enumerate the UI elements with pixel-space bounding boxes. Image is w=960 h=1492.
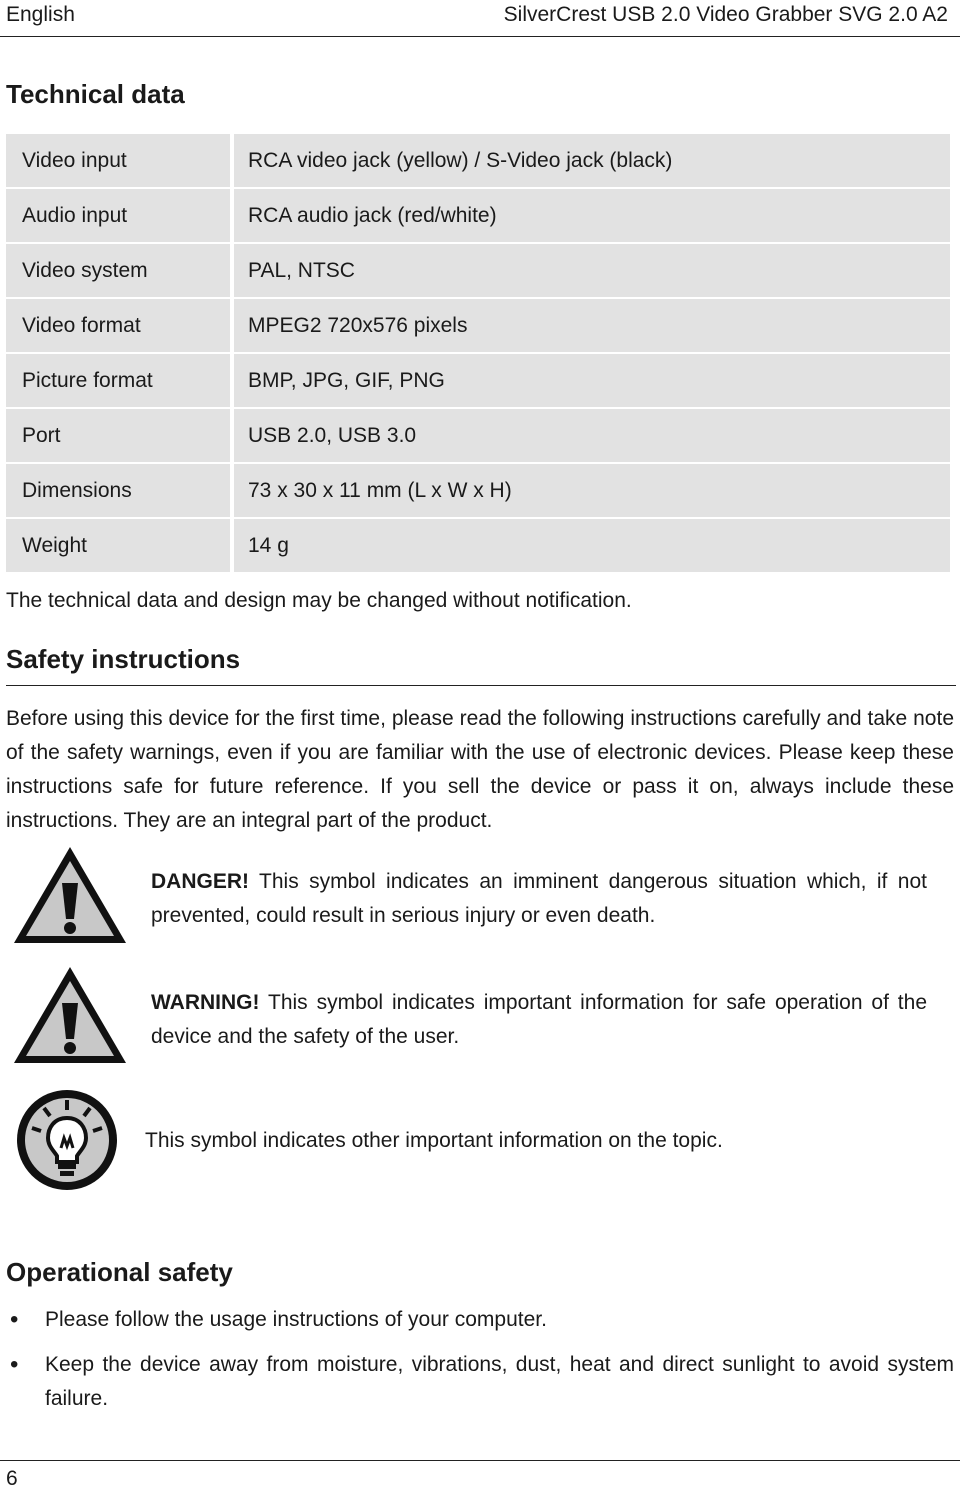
safety-intro-paragraph: Before using this device for the first time, please read the following instructions carefully and take note of the safety warnings, even if you are familiar with the use of electronic devices. Please keep these instructions safe for future reference. If you sell the device or pass it on, always include these instructions. They are an integral part of the product. [6, 707, 954, 832]
spec-label: Weight [6, 519, 234, 572]
list-item: • Please follow the usage instructions of your computer. [6, 1303, 954, 1337]
spec-value: MPEG2 720x576 pixels [234, 299, 950, 352]
spec-value: RCA audio jack (red/white) [234, 189, 950, 242]
spec-label: Audio input [6, 189, 234, 242]
lightbulb-icon [14, 1088, 120, 1197]
info-description: This symbol indicates other important information on the topic. [145, 1129, 723, 1152]
spec-label: Picture format [6, 354, 234, 407]
table-row [6, 464, 950, 517]
list-item: • Keep the device away from moisture, vibrations, dust, heat and direct sunlight to avoid system failure. [6, 1348, 954, 1416]
table-row [6, 299, 950, 352]
language-label: English [6, 3, 75, 26]
page-footer [0, 1460, 960, 1490]
warning-triangle-icon [10, 963, 130, 1072]
spec-value: 73 x 30 x 11 mm (L x W x H) [234, 464, 950, 517]
danger-description [151, 865, 927, 933]
table-row [6, 189, 950, 242]
danger-warning-triangle-icon [10, 843, 130, 952]
spec-label: Dimensions [6, 464, 234, 517]
warning-text: This symbol indicates important information for safe operation of the device and the safety of the user. [151, 991, 927, 1048]
spec-value: BMP, JPG, GIF, PNG [234, 354, 950, 407]
danger-text: This symbol indicates an imminent dangerous situation which, if not prevented, could result in serious injury or even death. [151, 870, 927, 927]
table-row [6, 244, 950, 297]
table-row [6, 409, 950, 462]
spec-label: Port [6, 409, 234, 462]
warning-description [151, 986, 927, 1054]
operational-safety-heading: Operational safety [6, 1257, 233, 1287]
spec-value: USB 2.0, USB 3.0 [234, 409, 950, 462]
technical-data-heading: Technical data [6, 79, 185, 109]
technical-data-table [6, 132, 950, 574]
spec-value: 14 g [234, 519, 950, 572]
technical-note: The technical data and design may be changed without notification. [6, 589, 632, 612]
product-name: SilverCrest USB 2.0 Video Grabber SVG 2.0 A2 [503, 3, 948, 26]
warning-label: WARNING! [151, 991, 260, 1014]
danger-label: DANGER! [151, 870, 249, 893]
spec-value: RCA video jack (yellow) / S-Video jack (black) [234, 134, 950, 187]
spec-label: Video input [6, 134, 234, 187]
safety-instructions-heading: Safety instructions [6, 644, 956, 686]
spec-label: Video system [6, 244, 234, 297]
page-number: 6 [6, 1467, 18, 1490]
spec-value: PAL, NTSC [234, 244, 950, 297]
spec-label: Video format [6, 299, 234, 352]
operational-safety-list [6, 1303, 954, 1427]
table-row [6, 519, 950, 572]
table-row [6, 134, 950, 187]
table-row [6, 354, 950, 407]
page-header [0, 0, 960, 37]
